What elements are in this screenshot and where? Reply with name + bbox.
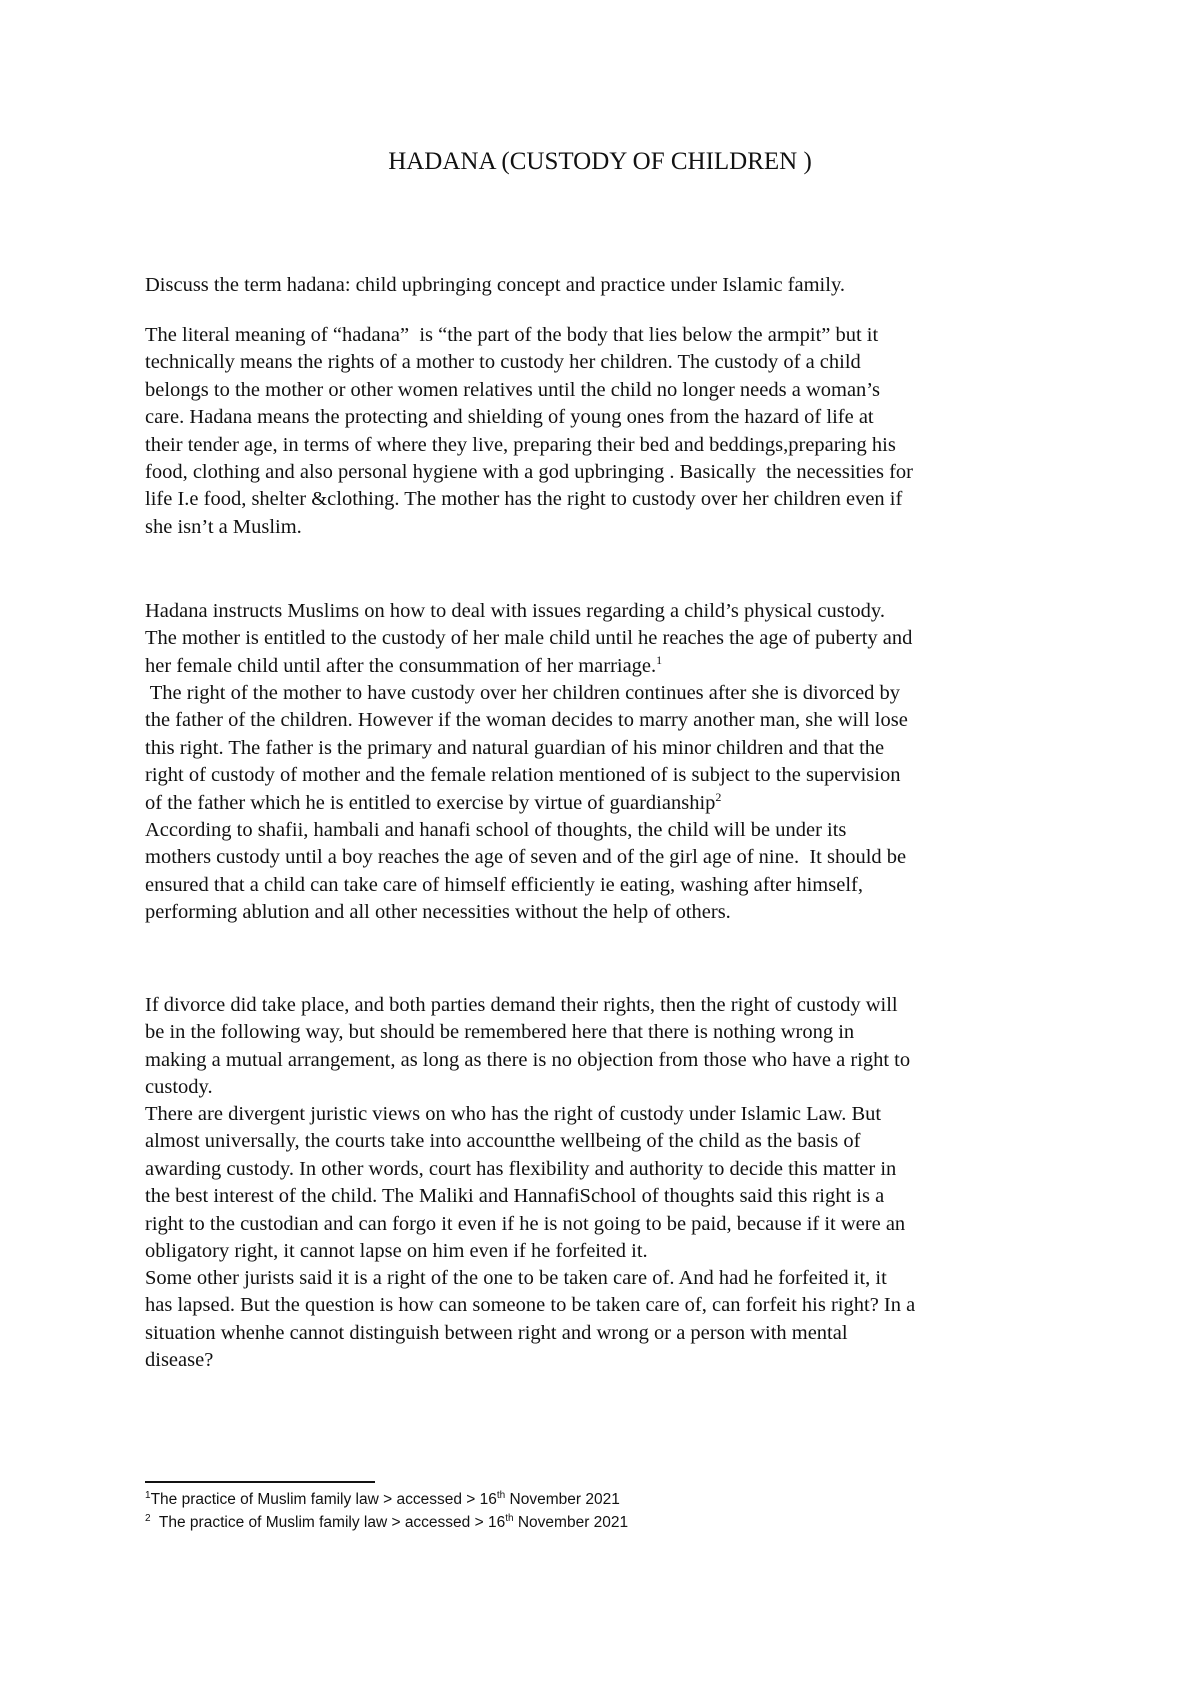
text-line: disease? [145, 1349, 214, 1372]
text-line: the best interest of the child. The Maliki and HannafiSchool of thoughts said this right is a [145, 1185, 885, 1208]
text-line: belongs to the mother or other women relatives until the child no longer needs a woman’s [145, 378, 880, 401]
text-line: be in the following way, but should be remembered here that there is nothing wrong in [145, 1021, 855, 1044]
text-line: The literal meaning of “hadana” is “the part of the body that lies below the armpit” but it [145, 324, 879, 346]
text-line: There are divergent juristic views on who has the right of custody under Islamic Law. But [145, 1103, 882, 1125]
footnote-marker: 1 [145, 1490, 151, 1501]
text-line: making a mutual arrangement, as long as there is no objection from those who have a right to [145, 1048, 911, 1071]
text-segment: of the father which he is entitled to exercise by virtue of guardianship [145, 791, 716, 814]
paragraph-divorce [145, 992, 1085, 1102]
text-line: performing ablution and all other necessities without the help of others. [145, 901, 731, 924]
text-segment: her female child until after the consummation of her marriage. [145, 654, 657, 677]
page-title: HADANA (CUSTODY OF CHILDREN ) [388, 148, 812, 175]
paragraph-hadana-instructs [145, 598, 1085, 680]
question-paragraph [145, 272, 1085, 299]
text-line: Some other jurists said it is a right of the one to be taken care of. And had he forfeited it, it [145, 1267, 887, 1289]
text-line: life I.e food, shelter &clothing. The mother has the right to custody over her children even if [145, 488, 903, 511]
text-line: mothers custody until a boy reaches the age of seven and of the girl age of nine. It should be [145, 846, 907, 869]
text-line: care. Hadana means the protecting and shielding of young ones from the hazard of life at [145, 406, 874, 429]
paragraph-juristic-views [145, 1101, 1085, 1265]
footnote-2 [145, 1511, 628, 1534]
footnote-ordinal: th [505, 1513, 514, 1524]
footnote-reference[interactable]: 2 [715, 789, 722, 804]
text-line: Discuss the term hadana: child upbringing concept and practice under Islamic family. [145, 274, 845, 296]
text-line: Hadana instructs Muslims on how to deal with issues regarding a child’s physical custody. [145, 600, 885, 622]
footnote-reference[interactable]: 1 [656, 652, 663, 667]
footnote-text-end: November 2021 [505, 1491, 620, 1508]
text-line: According to shafii, hambali and hanafi school of thoughts, the child will be under its [145, 819, 847, 841]
text-line: If divorce did take place, and both parties demand their rights, then the right of custody will [145, 994, 898, 1016]
footnote-ordinal: th [496, 1490, 506, 1501]
paragraph-schools-of-thought [145, 817, 1085, 927]
text-line: right of custody of mother and the female relation mentioned of is subject to the supervision [145, 764, 901, 787]
text-line: right to the custodian and can forgo it even if he is not going to be paid, because if it were an [145, 1212, 906, 1235]
text-line: the father of the children. However if the woman decides to marry another man, she will lose [145, 709, 908, 732]
text-line: custody. [145, 1076, 213, 1099]
paragraph-other-jurists [145, 1265, 1085, 1375]
footnote-text-end: November 2021 [513, 1514, 629, 1531]
text-line: The right of the mother to have custody over her children continues after she is divorced by [145, 682, 901, 704]
paragraph-literal-meaning [145, 322, 1085, 541]
text-line: The mother is entitled to the custody of her male child until he reaches the age of puberty and [145, 627, 913, 650]
text-line: ensured that a child can take care of himself efficiently ie eating, washing after himself, [145, 873, 863, 896]
text-line: this right. The father is the primary and natural guardian of his minor children and that the [145, 736, 885, 759]
footnote-text: The practice of Muslim family law > accessed > 16 [150, 1514, 506, 1531]
text-line: technically means the rights of a mother to custody her children. The custody of a child [145, 351, 861, 374]
text-line: situation whenhe cannot distinguish between right and wrong or a person with mental [145, 1321, 848, 1344]
footnote-1 [145, 1488, 628, 1511]
text-line-with-footnote [145, 653, 1085, 680]
text-line: food, clothing and also personal hygiene with a god upbringing . Basically the necessities for [145, 460, 914, 483]
footnotes [145, 1488, 628, 1534]
text-line: she isn’t a Muslim. [145, 515, 302, 538]
text-line: awarding custody. In other words, court has flexibility and authority to decide this matter in [145, 1157, 897, 1180]
text-line: their tender age, in terms of where they live, preparing their bed and beddings,preparing his [145, 433, 896, 456]
text-line: almost universally, the courts take into accountthe wellbeing of the child as the basis of [145, 1130, 861, 1153]
text-line: has lapsed. But the question is how can someone to be taken care of, can forfeit his right? In a [145, 1294, 916, 1317]
footnote-separator [145, 1481, 375, 1483]
text-line-with-footnote [145, 790, 1085, 817]
text-line: obligatory right, it cannot lapse on him even if he forfeited it. [145, 1239, 648, 1262]
footnote-text: The practice of Muslim family law > accessed > 16 [150, 1491, 497, 1508]
footnote-marker: 2 [145, 1513, 151, 1524]
paragraph-mother-right [145, 680, 1085, 817]
